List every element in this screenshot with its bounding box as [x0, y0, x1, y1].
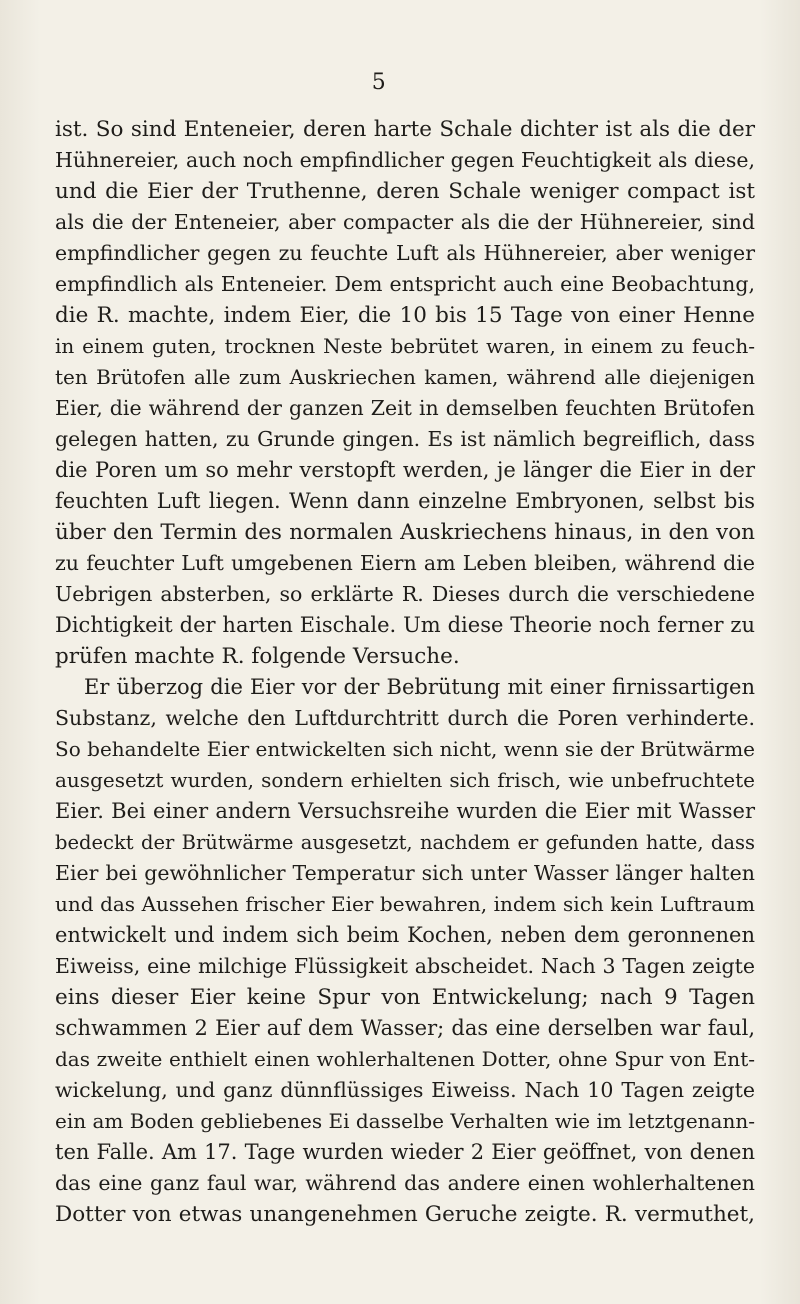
text-line: empfindlicher gegen zu feuchte Luft als Hühnereier, aber weniger — [55, 241, 755, 265]
text-line: und die Eier der Truthenne, deren Schale weniger compact ist — [55, 179, 755, 204]
page-number: 5 — [371, 70, 387, 95]
text-line: Eier, die während der ganzen Zeit in demselben feuchten Brütofen — [55, 396, 755, 420]
text-line: Er überzog die Eier vor der Bebrütung mit einer firnissartigen — [84, 675, 755, 699]
text-line: das eine ganz faul war, während das andere einen wohlerhaltenen — [55, 1171, 755, 1195]
text-line: Eier bei gewöhnlicher Temperatur sich unter Wasser länger halten — [55, 861, 755, 885]
text-line: Dotter von etwas unangenehmen Geruche zeigte. R. vermuthet, — [55, 1202, 755, 1227]
text-line: als die der Enteneier, aber compacter als die der Hühnereier, sind — [55, 210, 755, 234]
text-line: Eiweiss, eine milchige Flüssigkeit abscheidet. Nach 3 Tagen zeigte — [55, 954, 755, 978]
text-line: gelegen hatten, zu Grunde gingen. Es ist nämlich begreiflich, dass — [55, 427, 755, 451]
text-line: Uebrigen absterben, so erklärte R. Dieses durch die verschiedene — [55, 582, 755, 606]
text-line: ist. So sind Enteneier, deren harte Schale dichter ist als die der — [55, 117, 755, 142]
text-line: Hühnereier, auch noch empfindlicher gegen Feuchtigkeit als diese, — [55, 148, 755, 172]
text-line: ten Brütofen alle zum Auskriechen kamen, während alle diejenigen — [55, 365, 755, 389]
text-line: in einem guten, trocknen Neste bebrütet waren, in einem zu feuch- — [55, 334, 755, 358]
text-line: eins dieser Eier keine Spur von Entwickelung; nach 9 Tagen — [55, 985, 755, 1010]
text-line: Dichtigkeit der harten Eischale. Um diese Theorie noch ferner zu — [55, 613, 755, 637]
text-line: schwammen 2 Eier auf dem Wasser; das eine derselben war faul, — [55, 1016, 755, 1040]
text-line: wickelung, und ganz dünnflüssiges Eiweiss. Nach 10 Tagen zeigte — [55, 1078, 755, 1102]
text-line: entwickelt und indem sich beim Kochen, neben dem geronnenen — [55, 923, 755, 947]
text-line: So behandelte Eier entwickelten sich nicht, wenn sie der Brütwärme — [55, 737, 755, 761]
text-line: empfindlich als Enteneier. Dem entspricht auch eine Beobachtung, — [55, 272, 755, 296]
text-line: die Poren um so mehr verstopft werden, je länger die Eier in der — [55, 458, 755, 482]
text-line: über den Termin des normalen Auskriechens hinaus, in den von — [55, 520, 755, 545]
text-line: feuchten Luft liegen. Wenn dann einzelne Embryonen, selbst bis — [55, 489, 755, 513]
text-line: das zweite enthielt einen wohlerhaltenen Dotter, ohne Spur von Ent- — [55, 1047, 755, 1071]
text-line: ten Falle. Am 17. Tage wurden wieder 2 Eier geöffnet, von denen — [55, 1140, 755, 1164]
text-line: die R. machte, indem Eier, die 10 bis 15 Tage von einer Henne — [55, 303, 755, 328]
text-line: und das Aussehen frischer Eier bewahren, indem sich kein Luftraum — [55, 892, 755, 916]
body-text — [55, 114, 755, 1230]
text-line: ausgesetzt wurden, sondern erhielten sich frisch, wie unbefruchtete — [55, 768, 755, 792]
text-line: bedeckt der Brütwärme ausgesetzt, nachdem er gefunden hatte, dass — [55, 831, 755, 854]
text-line: Eier. Bei einer andern Versuchsreihe wurden die Eier mit Wasser — [55, 799, 755, 823]
text-line: prüfen machte R. folgende Versuche. — [55, 644, 460, 669]
text-line: Substanz, welche den Luftdurchtritt durch die Poren verhinderte. — [55, 706, 755, 730]
text-line: ein am Boden gebliebenes Ei dasselbe Verhalten wie im letztgenann- — [55, 1109, 755, 1133]
text-line: zu feuchter Luft umgebenen Eiern am Leben bleiben, während die — [55, 551, 755, 575]
